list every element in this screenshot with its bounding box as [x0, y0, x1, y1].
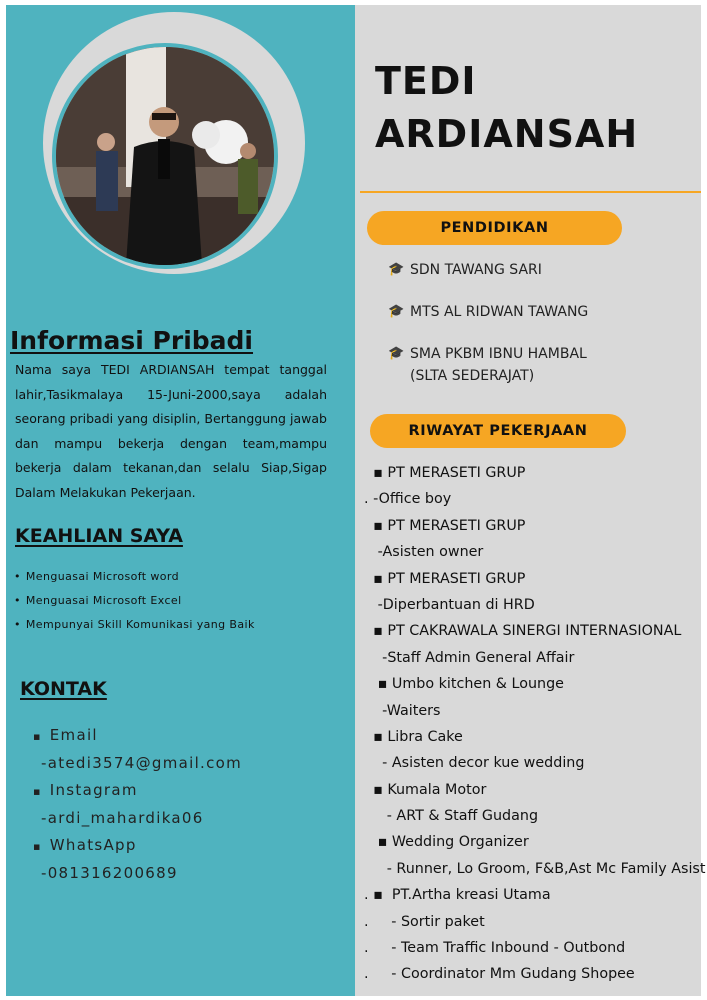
personal-info-title: Informasi Pribadi	[10, 326, 254, 355]
work-history-line: . - Team Traffic Inbound - Outbond	[364, 940, 626, 957]
work-history-line: . ▪ PT.Artha kreasi Utama	[364, 887, 551, 904]
work-history-line: ▪ PT MERASETI GRUP	[364, 517, 526, 534]
whatsapp-value[interactable]: -081316200689	[41, 863, 178, 882]
work-history-line: . - Coordinator Mm Gudang Shopee	[364, 966, 635, 983]
whatsapp-label: ▪ WhatsApp	[33, 832, 242, 860]
work-history-line: ▪ Wedding Organizer	[364, 834, 529, 851]
work-history-line: . - Sortir paket	[364, 913, 485, 930]
work-history-list	[364, 460, 705, 988]
work-history-line: -Waiters	[364, 702, 441, 719]
work-history-line: - Runner, Lo Groom, F&B,Ast Mc Family Asist	[364, 860, 706, 877]
work-history-line: - Asisten decor kue wedding	[364, 755, 585, 772]
work-history-line: - ART & Staff Gudang	[364, 808, 539, 825]
skill-item: • Menguasai Microsoft Excel	[14, 594, 255, 618]
skills-list	[14, 570, 255, 642]
work-history-line: ▪ PT MERASETI GRUP	[364, 570, 526, 587]
education-item: 🎓 SMA PKBM IBNU HAMBAL (SLTA SEDERAJAT)	[388, 343, 598, 387]
work-history-line: ▪ PT CAKRAWALA SINERGI INTERNASIONAL	[364, 623, 682, 640]
skill-item: • Menguasai Microsoft word	[14, 570, 255, 594]
full-name: TEDI ARDIANSAH	[375, 59, 639, 156]
profile-photo	[52, 43, 278, 269]
education-heading: PENDIDIKAN	[367, 211, 622, 245]
work-history-line: ▪ Umbo kitchen & Lounge	[364, 676, 564, 693]
work-history-line: -Staff Admin General Affair	[364, 649, 575, 666]
education-item: 🎓 MTS AL RIDWAN TAWANG	[388, 301, 598, 323]
work-history-line: -Asisten owner	[364, 544, 484, 561]
personal-description: Nama saya TEDI ARDIANSAH tempat tanggal lahir,Tasikmalaya 15-Juni-2000,saya adalah seorang pribadi yang disiplin, Bertanggung jawab dan mampu bekerja dengan team,mampu bekerja dalam tekanan,dan selalu Siap,Sigap Dalam Melakukan Pekerjaan.	[15, 362, 327, 500]
education-list	[388, 259, 598, 407]
work-history-line: ▪ Libra Cake	[364, 728, 463, 745]
contact-list	[33, 722, 242, 887]
email-value[interactable]: -atedi3574@gmail.com	[41, 753, 243, 772]
skills-title: KEAHLIAN SAYA	[15, 525, 183, 547]
work-history-line: ▪ Kumala Motor	[364, 781, 487, 798]
name-divider	[360, 191, 701, 193]
work-history-line: -Diperbantuan di HRD	[364, 596, 535, 613]
education-item: 🎓 SDN TAWANG SARI	[388, 259, 598, 281]
skill-item: • Mempunyai Skill Komunikasi yang Baik	[14, 618, 255, 642]
work-history-line: . -Office boy	[364, 491, 452, 508]
email-label: ▪ Email	[33, 722, 242, 750]
work-history-line: ▪ PT MERASETI GRUP	[364, 465, 526, 481]
contact-title: KONTAK	[20, 678, 107, 700]
instagram-value[interactable]: -ardi_mahardika06	[41, 808, 204, 827]
instagram-label: ▪ Instagram	[33, 777, 242, 805]
work-history-heading: RIWAYAT PEKERJAAN	[370, 414, 626, 448]
